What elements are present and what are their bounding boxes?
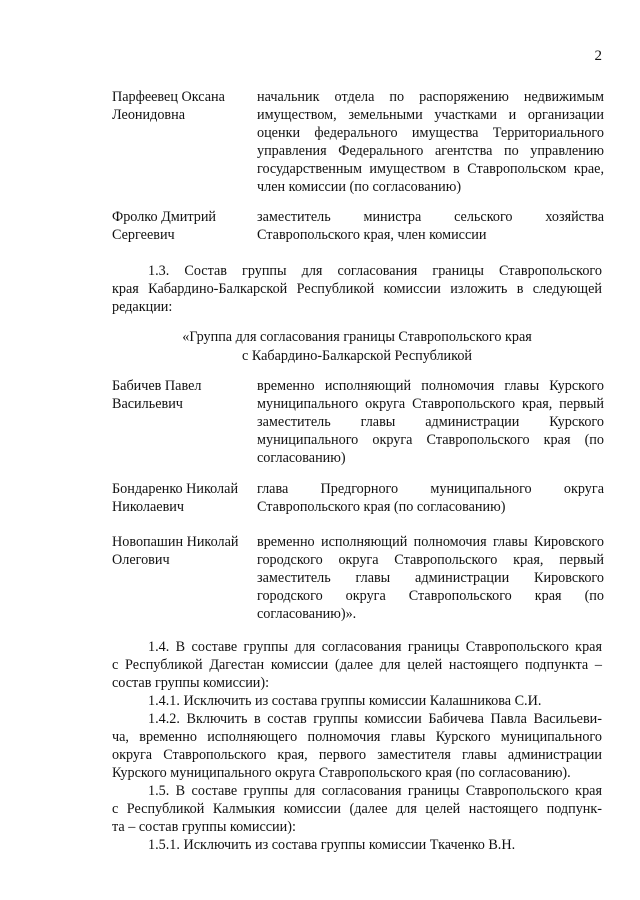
member-role: начальник отдела по распоряжению недвижимым имуществом, земельными участками и организации оценки федерального имущества Территориального управления Федерального агентства по управлению государственным имуществом в Ставропольском крае, член комиссии (по согласованию) [257, 89, 604, 195]
member-role: заместитель министра сельского хозяйства Ставропольского края, член комиссии [257, 209, 604, 243]
paragraph-line: 1.4.2. Включить в состав группы комиссии Бабичева Павла Васильеви- [148, 711, 602, 727]
paragraph-1-5-1 [112, 836, 602, 854]
paragraph-line: Курского муниципального округа Ставропольского края (по согласованию). [112, 765, 571, 781]
paragraph-1-3 [112, 262, 602, 316]
member-entry [112, 208, 604, 244]
member-entry [112, 377, 604, 467]
paragraph-line: 1.4. В составе группы для согласования границы Ставропольского края [148, 639, 602, 655]
paragraph-1-4-1 [112, 692, 602, 710]
member-entry [112, 533, 604, 623]
paragraph-line: 1.5.1. Исключить из состава группы комиссии Ткаченко В.Н. [148, 837, 516, 853]
paragraph-1-5 [112, 782, 602, 836]
member-name: Фролко Дмитрий Сергеевич [112, 209, 217, 243]
paragraph-1-4-2 [112, 710, 602, 782]
paragraph-1-4 [112, 638, 602, 692]
member-name: Новопашин Николай Олегович [112, 534, 239, 568]
member-entry [112, 88, 604, 196]
paragraph-line: 1.4.1. Исключить из состава группы комиссии Калашникова С.И. [148, 693, 542, 709]
member-name: Бондаренко Николай Николаевич [112, 481, 239, 515]
paragraph-line: округа Ставропольского края, первого заместителя главы администрации [112, 747, 602, 763]
paragraph-line: редакции: [112, 299, 173, 315]
paragraph-line: ча, временно исполняющего полномочия главы Курского муниципального [112, 729, 602, 745]
member-role: временно исполняющий полномочия главы Кировского городского округа Ставропольского края, первый заместитель главы администрации Кировского городского округа Ставропольского края (по согласованию)». [257, 534, 604, 622]
group-title-line: «Группа для согласования границы Ставропольского края [182, 329, 532, 345]
group-title [112, 328, 602, 365]
member-role: глава Предгорного муниципального округа Ставропольского края (по согласованию) [257, 481, 604, 515]
group-title-line: с Кабардино-Балкарской Республикой [241, 347, 473, 364]
paragraph-line: с Республикой Дагестан комиссии (далее для целей настоящего подпункта – [112, 657, 602, 673]
paragraph-line: края Кабардино-Балкарской Республикой комиссии изложить в следующей [112, 281, 602, 297]
paragraph-line: 1.5. В составе группы для согласования границы Ставропольского края [148, 783, 602, 799]
member-entry [112, 480, 604, 516]
member-role: временно исполняющий полномочия главы Курского муниципального округа Ставропольского края, первый заместитель главы администрации Курского муниципального округа Ставропольского края (по согласованию) [257, 378, 604, 466]
member-name: Парфеевец Оксана Леонидовна [112, 89, 225, 123]
page-number: 2 [594, 48, 602, 64]
paragraph-line: та – состав группы комиссии): [112, 819, 296, 835]
paragraph-line: 1.3. Состав группы для согласования границы Ставропольского [148, 263, 602, 279]
paragraph-line: с Республикой Калмыкия комиссии (далее для целей настоящего подпунк- [112, 801, 602, 817]
paragraph-line: состав группы комиссии): [112, 675, 270, 691]
member-name: Бабичев Павел Васильевич [112, 378, 202, 412]
